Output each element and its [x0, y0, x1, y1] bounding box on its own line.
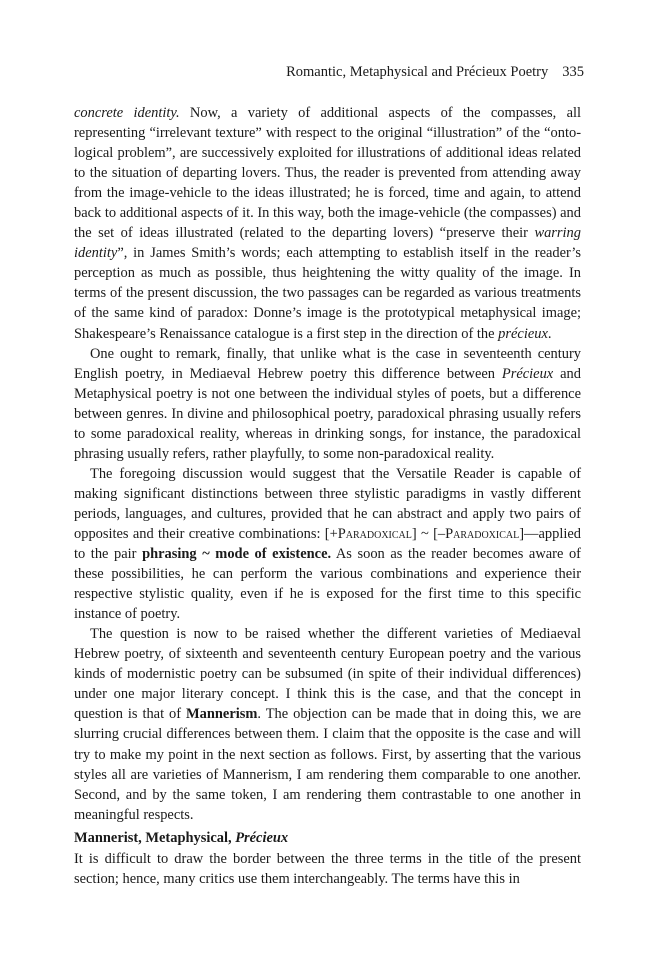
main-text [74, 103, 581, 825]
paragraph-4: The question is now to be raised whether the different varieties of Mediaeval Hebrew poetry, of sixteenth and seventeenth century European poetry and the various kinds of modernistic poetry can be subsumed (in spite of their individual differences) under one major literary concept. I think this is the case, and that the concept in question is that of Mannerism. The objection can be made that in doing this, we are slurring crucial differences between them. I claim that the opposite is the case and will try to make my point in the next section as follows. First, by asserting that the various styles all are varieties of Mannerism, I am rendering them comparable to one another. Second, and by the same token, I am rendering them contrastable to one another in meaningful respects. [74, 626, 581, 823]
italic-phrase: précieux [498, 325, 548, 342]
section-heading: Mannerist, Metaphysical, Précieux [74, 830, 289, 846]
section-paragraph: It is difficult to draw the border between the three terms in the title of the present section; hence, many critics use them interchangeably. The terms have this in [74, 851, 581, 888]
page-number: 335 [562, 64, 584, 80]
bold-phrase: phrasing ~ mode of existence. [142, 546, 332, 563]
small-caps-formula: [+Paradoxical] ~ [–Paradoxical] [324, 525, 525, 542]
italic-phrase: warring identity [74, 225, 581, 262]
section-text [74, 849, 581, 889]
running-title: Romantic, Metaphysical and Précieux Poetry [286, 64, 549, 80]
bold-term: Mannerism [186, 706, 258, 723]
italic-phrase: Précieux [501, 365, 554, 382]
italic-phrase: concrete identity. [74, 105, 180, 121]
paragraph-3: The foregoing discussion would suggest that the Versatile Reader is capable of making significant distinctions between three stylistic paradigms in vastly different periods, languages, and cultures, provided that he can abstract and apply two pairs of opposites and their creative combinations: [+Paradoxical] ~ [–Paradoxical]—applied to the pair phrasing ~ mode of existence. As soon as the reader becomes aware of these possibilities, he can perform the various combinations and experience their respective stylistic quality, even if he is exposed for the first time to this specific instance of poetry. [74, 465, 581, 623]
running-header [74, 64, 584, 81]
paragraph-2: One ought to remark, finally, that unlike what is the case in seventeenth century English poetry, in Mediaeval Hebrew poetry this difference between Précieux and Metaphysical poetry is not one between the individual styles of poets, but a difference between genres. In divine and philosophical poetry, paradoxical phrasing usually refers to some paradoxical reality, whereas in drinking songs, for instance, the paradoxical phrasing usually refers, rather playfully, to some non-paradoxical reality. [74, 345, 581, 462]
paragraph-1: concrete identity. Now, a variety of additional aspects of the compasses, all representing “irrelevant texture” with respect to the original “illustration” of the “onto-logical problem”, are successively exploited for illustrations of additional ideas related to the situation of departing lovers. Thus, the reader is prevented from attending away from the image-vehicle to the ideas illustrated; he is forced, time and again, to attend back to additional aspects of it. In this way, both the image-vehicle (the compasses) and the set of ideas illustrated (related to the departing lovers) “preserve their warring identity”, in James Smith’s words; each attempting to establish itself in the reader’s perception as much as possible, thus heightening the witty quality of the image. In terms of the present discussion, the two passages can be regarded as various treatments of the same kind of paradox: Donne’s image is the prototypical metaphysical image; Shakespeare’s Renaissance catalogue is a first step in the direction of the précieux. [74, 105, 582, 342]
